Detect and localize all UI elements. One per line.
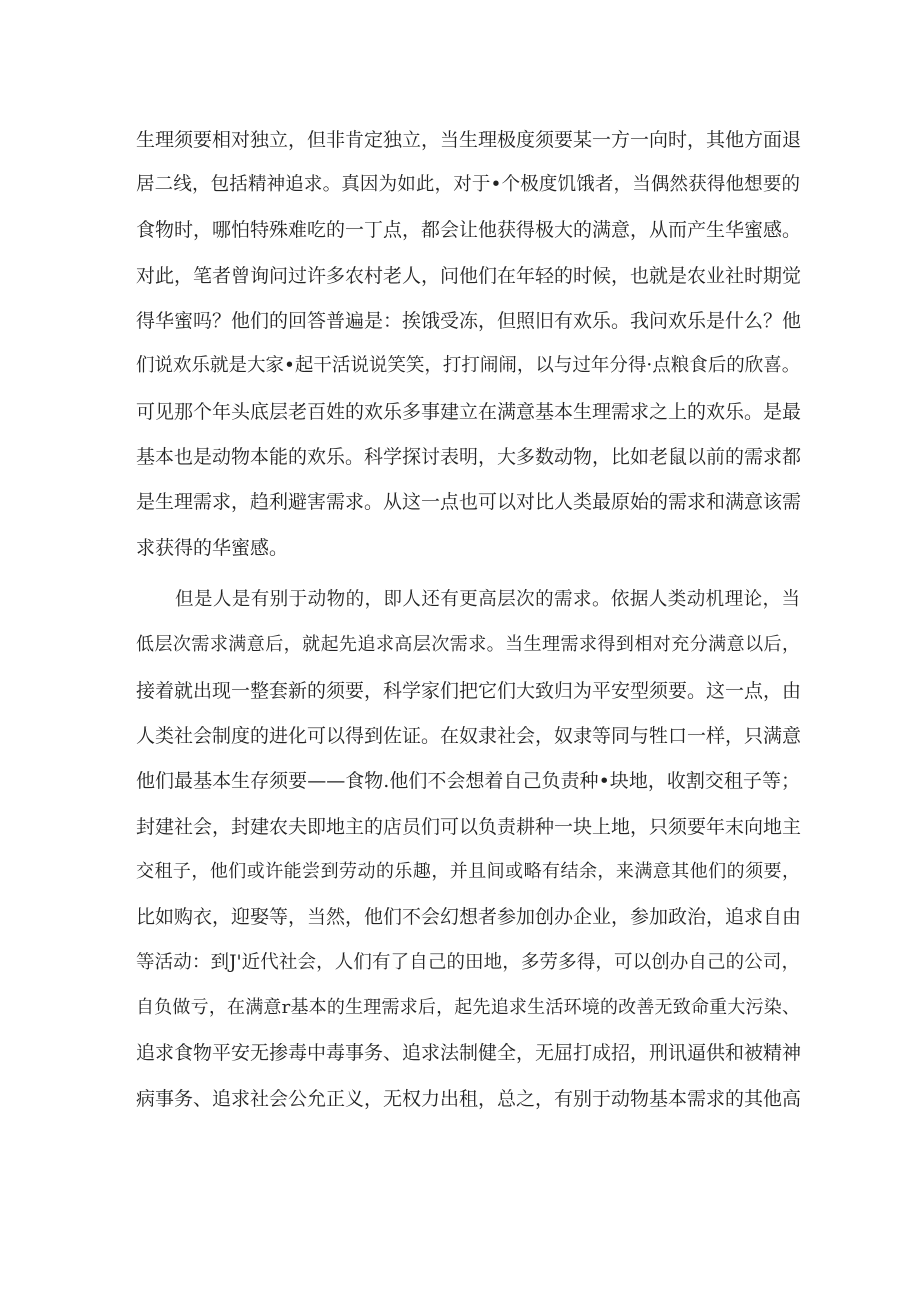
- paragraph-1-line-7: 可见那个年头底层老百姓的欢乐多事建立在满意基本生理需求之上的欢乐。是最: [136, 401, 802, 423]
- paragraph-2-line-7: 交租子，他们或许能尝到劳动的乐趣，并且间或略有结余，来满意其他们的须要，: [136, 861, 800, 882]
- paragraph-1-line-5: 得华蜜吗？他们的回答普遍是：挨饿受冻，但照旧有欢乐。我问欢乐是什么？他: [136, 310, 802, 332]
- paragraph-2-line-1: 但是人是有别于动物的，即人还有更高层次的需求。依据人类动机理论，当: [175, 589, 800, 610]
- paragraph-2-line-5: 他们最基本生存须要——食物.他们不会想着自己负责种•块地，收割交租子等；: [136, 770, 800, 792]
- paragraph-2-line-12: 病事务、追求社会公允正义，无权力出租，总之，有别于动物基本需求的其他高: [136, 1088, 802, 1110]
- paragraph-2-line-6: 封建社会，封建农夫即地主的店员们可以负责耕种一块上地，只须要年末向地主: [136, 816, 802, 838]
- paragraph-1-line-3: 食物时，哪怕特殊难吃的一丁点，都会让他获得极大的满意，从而产生华蜜感。: [136, 219, 802, 241]
- paragraph-1-line-2: 居二线，包括精神追求。真因为如此，对于•个极度饥饿者，当偶然获得他想要的: [136, 174, 800, 195]
- paragraph-2-line-9: 等活动：到J'近代社会，人们有了自己的田地，多劳多得，可以创办自己的公司，: [136, 952, 800, 973]
- paragraph-2-line-8: 比如购衣，迎娶等，当然，他们不会幻想者参加创办企业，参加政治，追求自由: [136, 906, 802, 928]
- paragraph-2-line-10: 自负做亏，在满意r基本的生理需求后，起先追求生活环境的改善无致命重大污染、: [136, 997, 800, 1018]
- paragraph-1-line-6: 们说欢乐就是大家•起干活说说笑笑，打打闹闹，以与过年分得·点粮食后的欣喜。: [136, 355, 801, 376]
- paragraph-2-line-2: 低层次需求满意后，就起先追求高层次需求。当生理需求得到相对充分满意以后，: [136, 634, 800, 655]
- paragraph-1-line-8: 基本也是动物本能的欢乐。科学探讨表明，大多数动物，比如老鼠以前的需求都: [136, 446, 802, 468]
- paragraph-2-line-11: 追求食物平安无掺毒中毒事务、追求法制健全，无屈打成招，刑讯逼供和被精神: [136, 1042, 802, 1064]
- paragraph-2-line-4: 人类社会制度的进化可以得到佐证。在奴隶社会，奴隶等同与牲口一样，只满意: [136, 725, 802, 747]
- paragraph-1-line-10: 求获得的华蜜感。: [136, 537, 289, 559]
- paragraph-1-line-9: 是生理需求，趋利避害需求。从这一点也可以对比人类最原始的需求和满意该需: [136, 491, 802, 513]
- paragraph-1-line-1: 生理须要相对独立，但非肯定独立，当生理极度须要某一方一向时，其他方面退: [136, 129, 802, 151]
- paragraph-1-line-4: 对此，笔者曾询问过许多农村老人，问他们在年轻的时候，也就是农业社时期觉: [136, 265, 802, 287]
- paragraph-2-line-3: 接着就出现一整套新的须要，科学家们把它们大致归为平安型须要。这一点，由: [136, 680, 802, 702]
